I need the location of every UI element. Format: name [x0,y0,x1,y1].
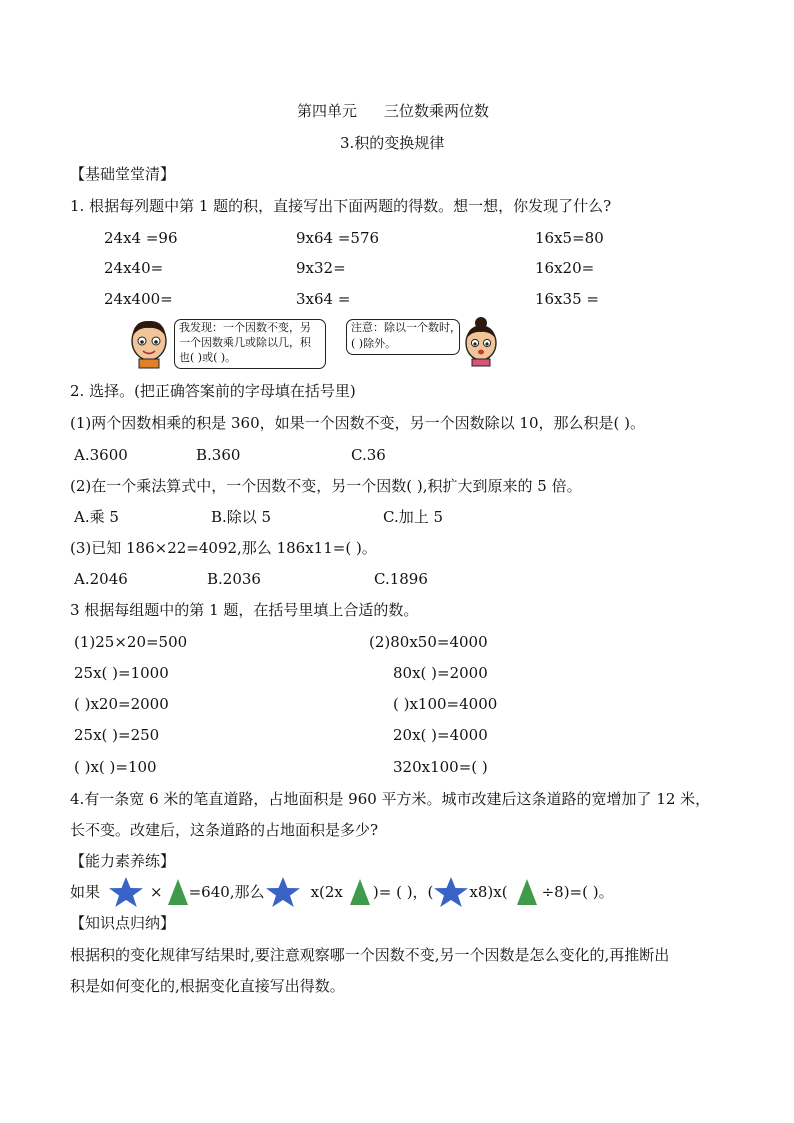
q3-right-line3: ( )x100=4000 [393,695,498,713]
q2-sub1-option-a: A.3600 [74,446,128,464]
lesson-title: 3.积的变换规律 [340,134,445,152]
q1-prompt: 1. 根据每列题中第 1 题的积，直接写出下面两题的得数。想一想，你发现了什么? [70,197,612,215]
summary-line2: 积是如何变化的,根据变化直接写出得数。 [70,977,345,995]
discovery-line3: 也( )或( )。 [179,351,237,364]
unit-subtitle: 三位数乘两位数 [384,102,490,120]
q2-sub3-option-c: C.1896 [374,570,428,588]
q2-sub3-option-a: A.2046 [74,570,128,588]
q1-col1-line1: 24x4 =96 [104,229,178,247]
q2-sub1-option-c: C.36 [351,446,386,464]
star-icon [108,876,144,908]
ability-part-blank1: )= ( )，( [372,883,434,901]
ability-part-x8: x8)x( [469,883,508,901]
q1-col3-line1: 16x5=80 [535,229,604,247]
note-bubble [346,319,460,355]
q2-sub1-option-b: B.360 [196,446,241,464]
q1-col3-line2: 16x20= [535,259,595,277]
ability-part-times: × [150,883,163,901]
triangle-icon [516,878,538,906]
q4-line1: 4.有一条宽 6 米的笔直道路，占地面积是 960 平方米。城市改建后这条道路的宽增加了 12 米， [70,790,711,808]
q2-sub3-option-b: B.2036 [207,570,261,588]
discovery-bubble [174,319,326,369]
q3-left-line2: 25x( )=1000 [74,664,169,682]
triangle-icon [349,878,371,906]
q1-col3-line3: 16x35 = [535,290,599,308]
q2-sub3-text: (3)已知 186×22=4092,那么 186x11=( )。 [70,539,377,557]
ability-part-if: 如果 [70,883,101,901]
triangle-icon [167,878,189,906]
ability-part-result: =640,那么 [188,883,265,901]
ability-part-x2x: x(2x [310,883,343,901]
q2-sub2-option-a: A.乘 5 [74,508,119,526]
section-heading-ability: 【能力素养练】 [70,852,176,870]
unit-title: 第四单元 [297,102,358,120]
q1-col2-line2: 9x32= [296,259,346,277]
ability-equation [70,875,614,909]
q1-col2-line1: 9x64 =576 [296,229,380,247]
q2-prompt: 2. 选择。(把正确答案前的字母填在括号里) [70,382,356,400]
section-heading-summary: 【知识点归纳】 [70,914,176,932]
q1-col1-line3: 24x400= [104,290,173,308]
note-line2: ( )除外。 [351,337,397,350]
boy-cartoon-icon [126,317,172,369]
q3-right-line2: 80x( )=2000 [393,664,488,682]
summary-line1: 根据积的变化规律写结果时,要注意观察哪一个因数不变,另一个因数是怎么变化的,再推断出 [70,946,670,964]
q2-sub2-option-b: B.除以 5 [211,508,272,526]
q3-right-line4: 20x( )=4000 [393,726,488,744]
star-icon [265,876,301,908]
q1-col1-line2: 24x40= [104,259,164,277]
q1-col2-line3: 3x64 = [296,290,351,308]
discovery-line1: 我发现：一个因数不变，另 [179,321,311,334]
q3-right-line1: (2)80x50=4000 [369,633,488,651]
q2-sub2-option-c: C.加上 5 [383,508,444,526]
q3-right-line5: 320x100=( ) [393,758,488,776]
note-line1: 注意：除以一个数时， [351,321,461,334]
q3-prompt: 3 根据每组题中的第 1 题，在括号里填上合适的数。 [70,601,419,619]
discovery-line2: 一个因数乘几或除以几，积 [179,336,311,349]
q3-left-line1: (1)25×20=500 [74,633,188,651]
girl-cartoon-icon [460,315,502,367]
section-heading-basic: 【基础堂堂清】 [70,165,176,183]
ability-part-blank2: ÷8)=( )。 [541,883,614,901]
star-icon [433,876,469,908]
q3-left-line5: ( )x( )=100 [74,758,157,776]
q2-sub1-text: (1)两个因数相乘的积是 360，如果一个因数不变，另一个因数除以 10，那么积是( )。 [70,414,645,432]
q3-left-line3: ( )x20=2000 [74,695,169,713]
q3-left-line4: 25x( )=250 [74,726,160,744]
q4-line2: 长不变。改建后，这条道路的占地面积是多少? [70,821,379,839]
q2-sub2-text: (2)在一个乘法算式中，一个因数不变，另一个因数( ),积扩大到原来的 5 倍。 [70,477,582,495]
